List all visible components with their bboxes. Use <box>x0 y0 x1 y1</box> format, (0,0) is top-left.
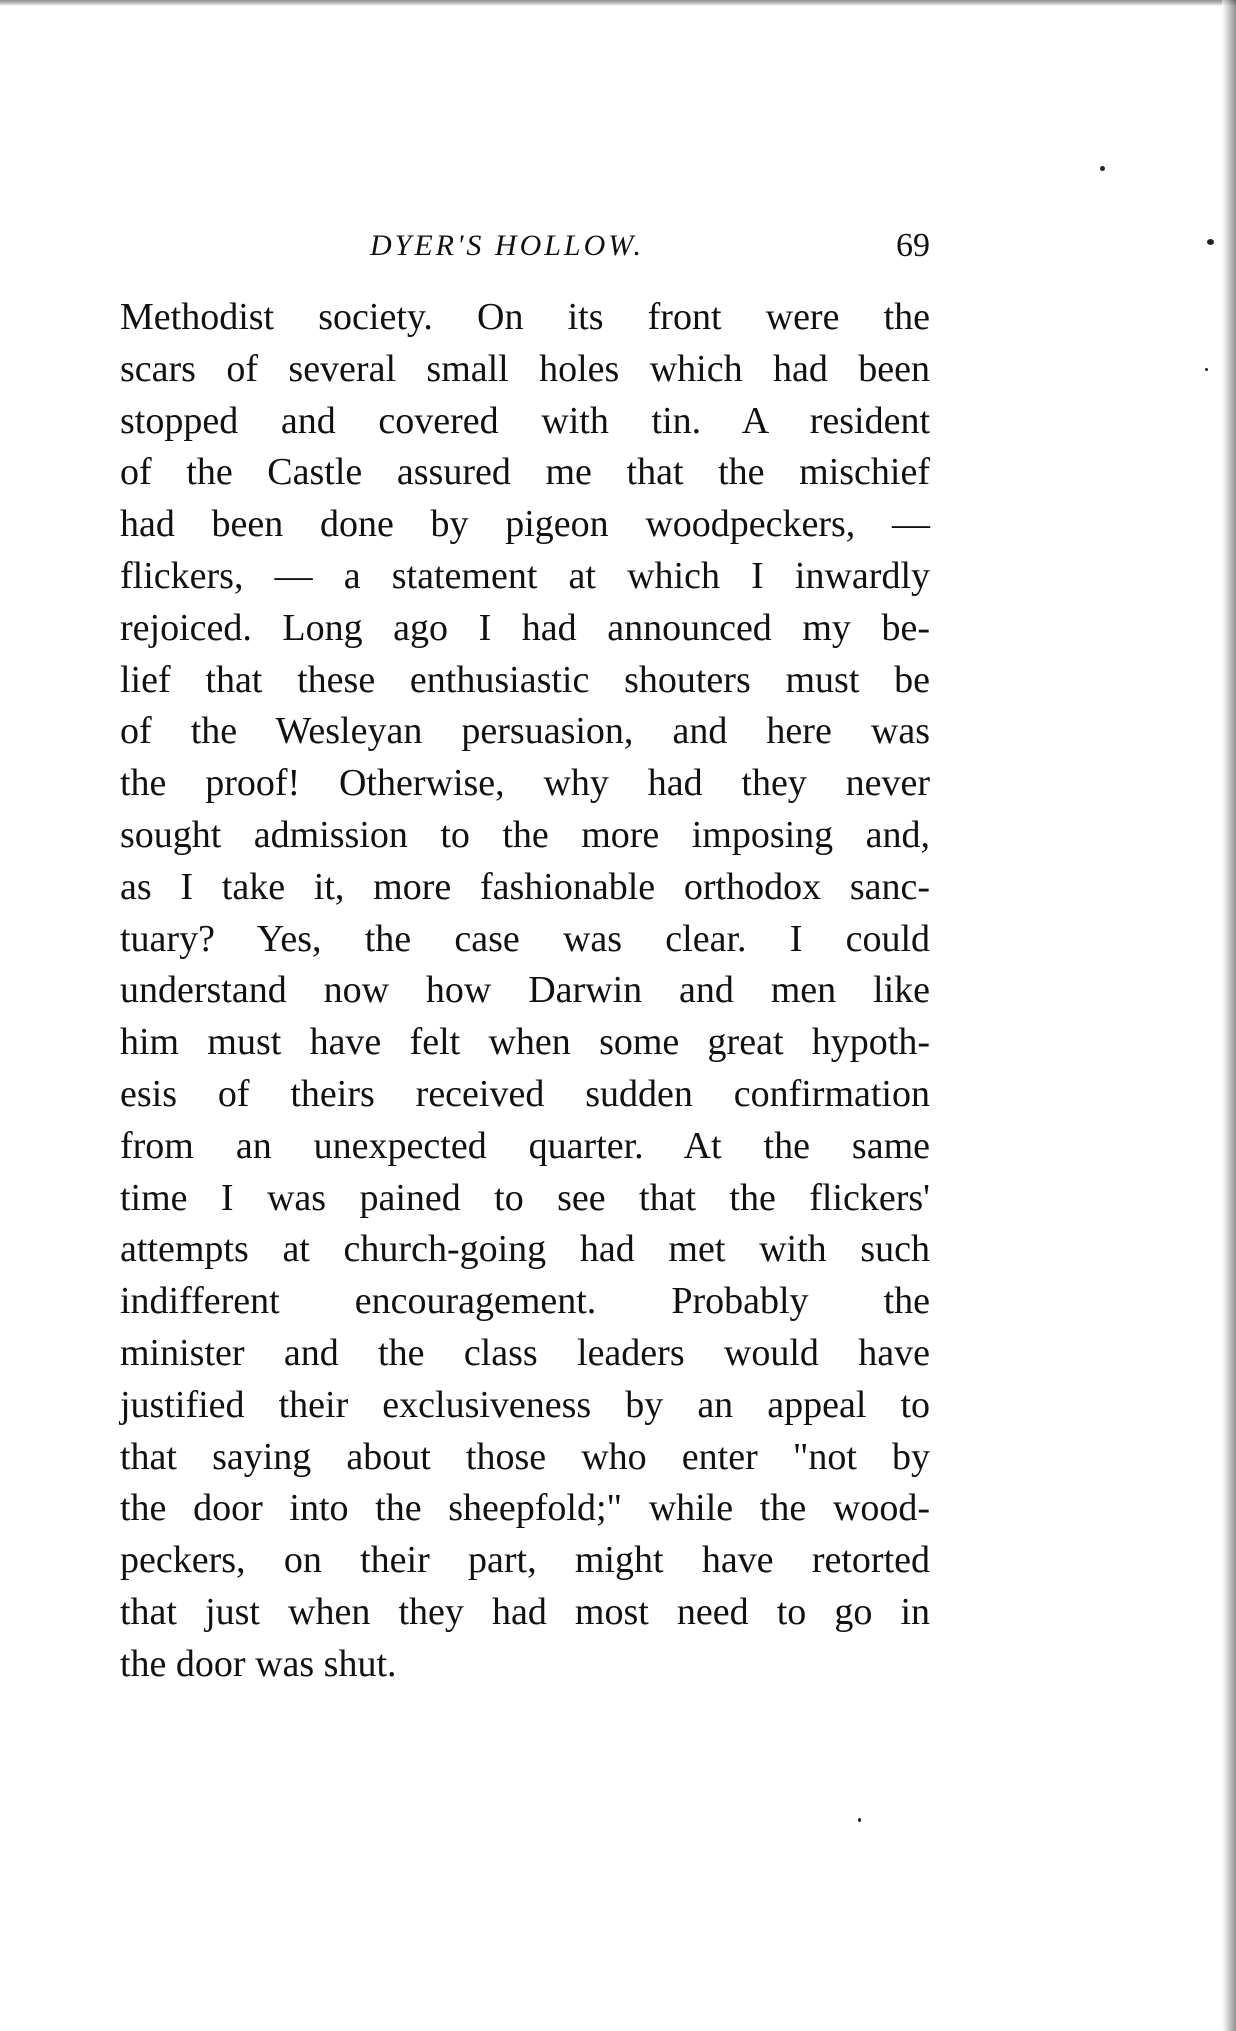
text-line: stopped and covered with tin. A resident <box>120 399 930 442</box>
page-number: 69 <box>896 227 930 264</box>
page-top-edge <box>0 0 1236 6</box>
text-line: tuary? Yes, the case was clear. I could <box>120 917 930 960</box>
text-line: attempts at church-going had met with such <box>120 1228 930 1271</box>
text-line: scars of several small holes which had been <box>120 347 930 390</box>
text-line: peckers, on their part, might have retorted <box>120 1539 930 1582</box>
text-line: from an unexpected quarter. At the same <box>120 1124 930 1167</box>
text-line-last: the door was shut. <box>120 1642 397 1685</box>
text-line: esis of theirs received sudden confirmation <box>120 1072 930 1115</box>
running-head: DYER'S HOLLOW. <box>370 229 645 262</box>
text-line: time I was pained to see that the flickers' <box>120 1176 930 1219</box>
text-line: justified their exclusiveness by an appeal to <box>120 1383 930 1426</box>
scan-speck <box>858 1818 861 1822</box>
text-line: sought admission to the more imposing and, <box>120 813 930 856</box>
text-line: as I take it, more fashionable orthodox sanc- <box>120 865 930 908</box>
text-line: understand now how Darwin and men like <box>120 969 930 1012</box>
page-header <box>120 224 930 268</box>
text-line: that saying about those who enter "not by <box>120 1435 930 1478</box>
text-line: minister and the class leaders would have <box>120 1331 930 1374</box>
body-text <box>120 292 930 1691</box>
text-line: had been done by pigeon woodpeckers, — <box>120 503 930 546</box>
text-line: the proof! Otherwise, why had they never <box>120 762 930 805</box>
text-line: flickers, — a statement at which I inwardly <box>120 554 930 597</box>
text-line: the door into the sheepfold;" while the wood- <box>120 1487 930 1530</box>
text-line: him must have felt when some great hypoth- <box>120 1021 930 1064</box>
scan-speck <box>1207 239 1214 245</box>
text-line: lief that these enthusiastic shouters must be <box>120 658 930 701</box>
text-line: of the Wesleyan persuasion, and here was <box>120 710 930 753</box>
scan-speck <box>1100 166 1105 171</box>
text-line: rejoiced. Long ago I had announced my be- <box>120 606 930 649</box>
text-line: of the Castle assured me that the mischief <box>120 451 930 494</box>
scan-speck <box>1205 368 1208 371</box>
text-line: indifferent encouragement. Probably the <box>120 1280 930 1323</box>
page-binding-edge <box>1222 0 1236 2031</box>
text-line: that just when they had most need to go in <box>120 1590 930 1633</box>
text-line: Methodist society. On its front were the <box>120 296 930 338</box>
